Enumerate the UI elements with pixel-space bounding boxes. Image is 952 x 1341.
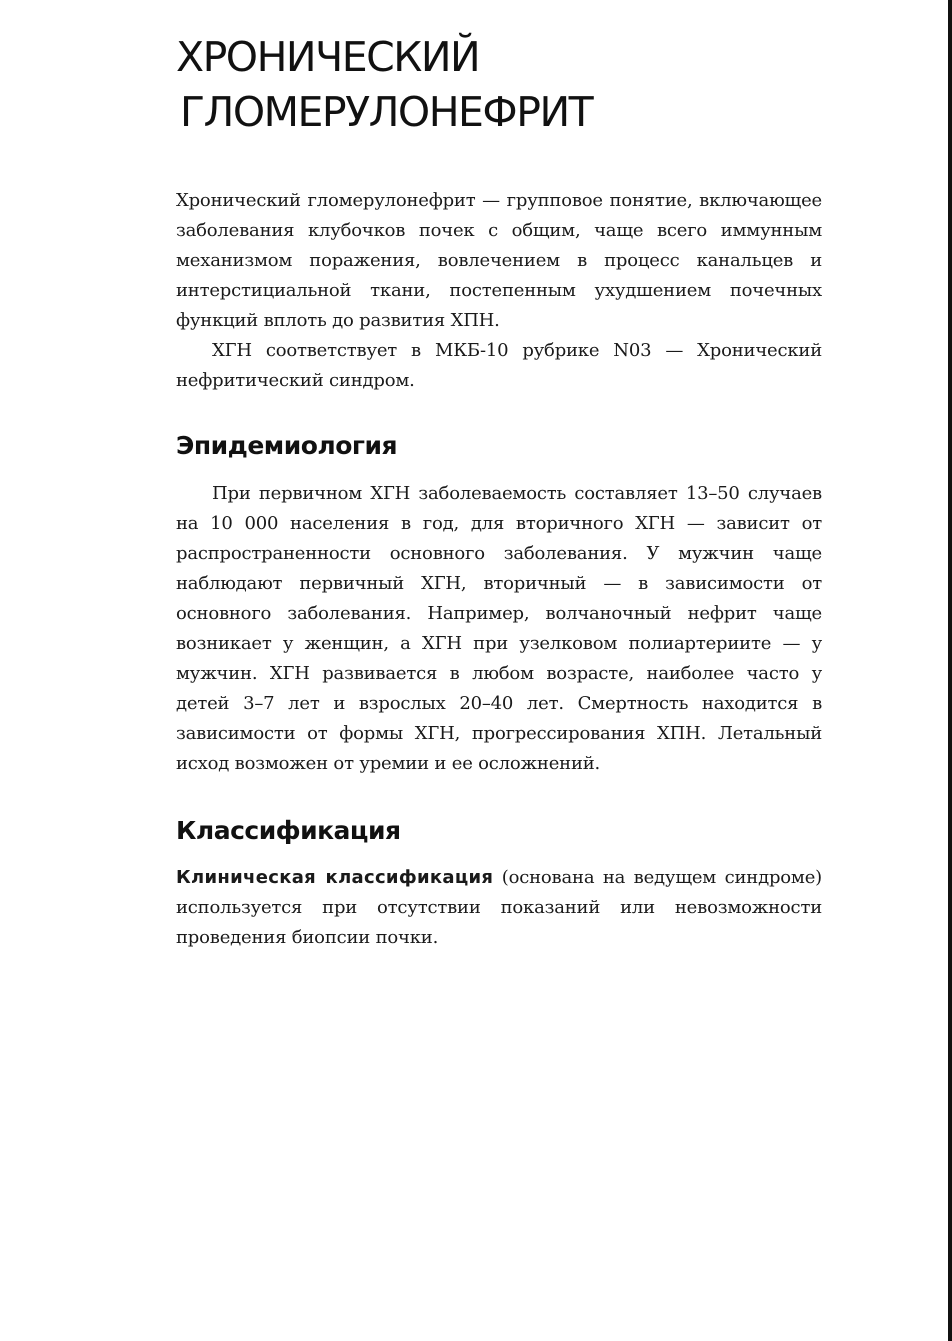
- classification-paragraph-text: (основана на ведущем синдроме) используется при отсутствии показаний или невозможности проведения биопсии почки.: [176, 867, 822, 948]
- epidemiology-section: [176, 479, 822, 779]
- classification-lead-bold: Клиническая классификация: [176, 867, 494, 888]
- page-title: [176, 30, 592, 140]
- intro-paragraph-1: Хронический гломерулонефрит — групповое понятие, включающее заболевания клубочков почек с общим, чаще всего иммунным механизмом поражения, вовлечением в процесс канальцев и интерстициальной ткани, постепенным ухудшением почечных функций вплоть до развития ХПН.: [176, 190, 822, 331]
- intro-paragraph-2: ХГН соответствует в МКБ-10 рубрике N03 — Хронический нефритический синдром.: [176, 340, 822, 391]
- epidemiology-heading: Эпидемиология: [176, 431, 398, 460]
- classification-section: [176, 863, 822, 953]
- classification-paragraph: [176, 863, 822, 953]
- classification-heading: Классификация: [176, 816, 401, 845]
- epidemiology-paragraph: При первичном ХГН заболеваемость составляет 13–50 случаев на 10 000 населения в год, для вторичного ХГН — зависит от распространенности основного заболевания. У мужчин чаще наблюдают первичный ХГН, вторичный — в зависимости от основного заболевания. Например, волчаночный нефрит чаще возникает у женщин, а ХГН при узелковом полиартериите — у мужчин. ХГН развивается в любом возрасте, наиболее часто у детей 3–7 лет и взрослых 20–40 лет. Смертность находится в зависимости от формы ХГН, прогрессирования ХПН. Летальный исход возможен от уремии и ее осложнений.: [176, 483, 822, 774]
- title-line-2: ГЛОМЕРУЛОНЕФРИТ: [180, 88, 593, 136]
- intro-section: [176, 186, 822, 396]
- title-line-1: ХРОНИЧЕСКИЙ: [176, 33, 480, 81]
